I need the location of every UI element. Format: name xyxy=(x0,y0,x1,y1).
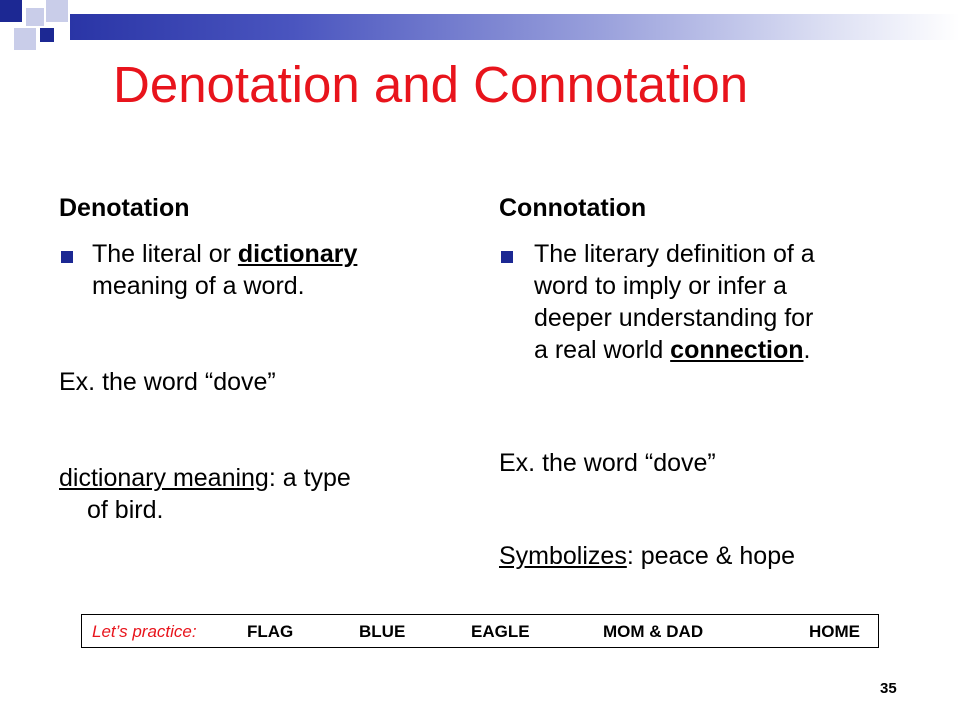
practice-word: EAGLE xyxy=(471,622,530,641)
deco-square xyxy=(26,8,44,26)
keyword-dictionary: dictionary xyxy=(237,240,358,268)
denotation-heading: Denotation xyxy=(59,194,190,222)
meaning-label: dictionary meaning xyxy=(59,464,269,492)
header-gradient-bar xyxy=(70,14,960,40)
bullet-icon xyxy=(501,251,513,263)
practice-label: Let’s practice: xyxy=(92,622,197,641)
connotation-heading: Connotation xyxy=(499,194,647,222)
bullet-text: a real world xyxy=(534,336,671,364)
practice-word: MOM & DAD xyxy=(603,622,704,641)
denotation-bullet xyxy=(92,238,357,302)
deco-square xyxy=(14,28,36,50)
meaning-text-line2: of bird. xyxy=(87,496,164,524)
bullet-text: The literal or xyxy=(92,240,238,268)
slide-number: 35 xyxy=(880,680,897,697)
practice-word: BLUE xyxy=(359,622,406,641)
denotation-example: Ex. the word “dove” xyxy=(59,368,276,396)
denotation-meaning xyxy=(59,462,351,526)
practice-word: FLAG xyxy=(247,622,294,641)
connotation-bullet xyxy=(534,238,815,366)
deco-square xyxy=(40,28,54,42)
deco-square xyxy=(0,0,22,22)
bullet-text: . xyxy=(803,336,811,364)
keyword-connection: connection xyxy=(670,336,804,364)
slide-title: Denotation and Connotation xyxy=(113,56,749,113)
connotation-bullet-line2: word to imply or infer a xyxy=(534,272,787,300)
practice-box xyxy=(81,614,879,648)
deco-square xyxy=(46,0,68,22)
connotation-bullet-line1: The literary definition of a xyxy=(534,240,815,268)
practice-word: HOME xyxy=(809,622,860,641)
symbolizes-text: : peace & hope xyxy=(626,542,796,570)
symbolizes-label: Symbolizes xyxy=(499,542,627,570)
connotation-example: Ex. the word “dove” xyxy=(499,449,716,477)
denotation-bullet-line2: meaning of a word. xyxy=(92,272,305,300)
connotation-bullet-line4 xyxy=(534,334,815,366)
meaning-text: : a type xyxy=(268,464,351,492)
connotation-symbolizes xyxy=(499,540,795,572)
bullet-icon xyxy=(61,251,73,263)
denotation-bullet-line1 xyxy=(92,238,357,270)
connotation-bullet-line3: deeper understanding for xyxy=(534,304,814,332)
